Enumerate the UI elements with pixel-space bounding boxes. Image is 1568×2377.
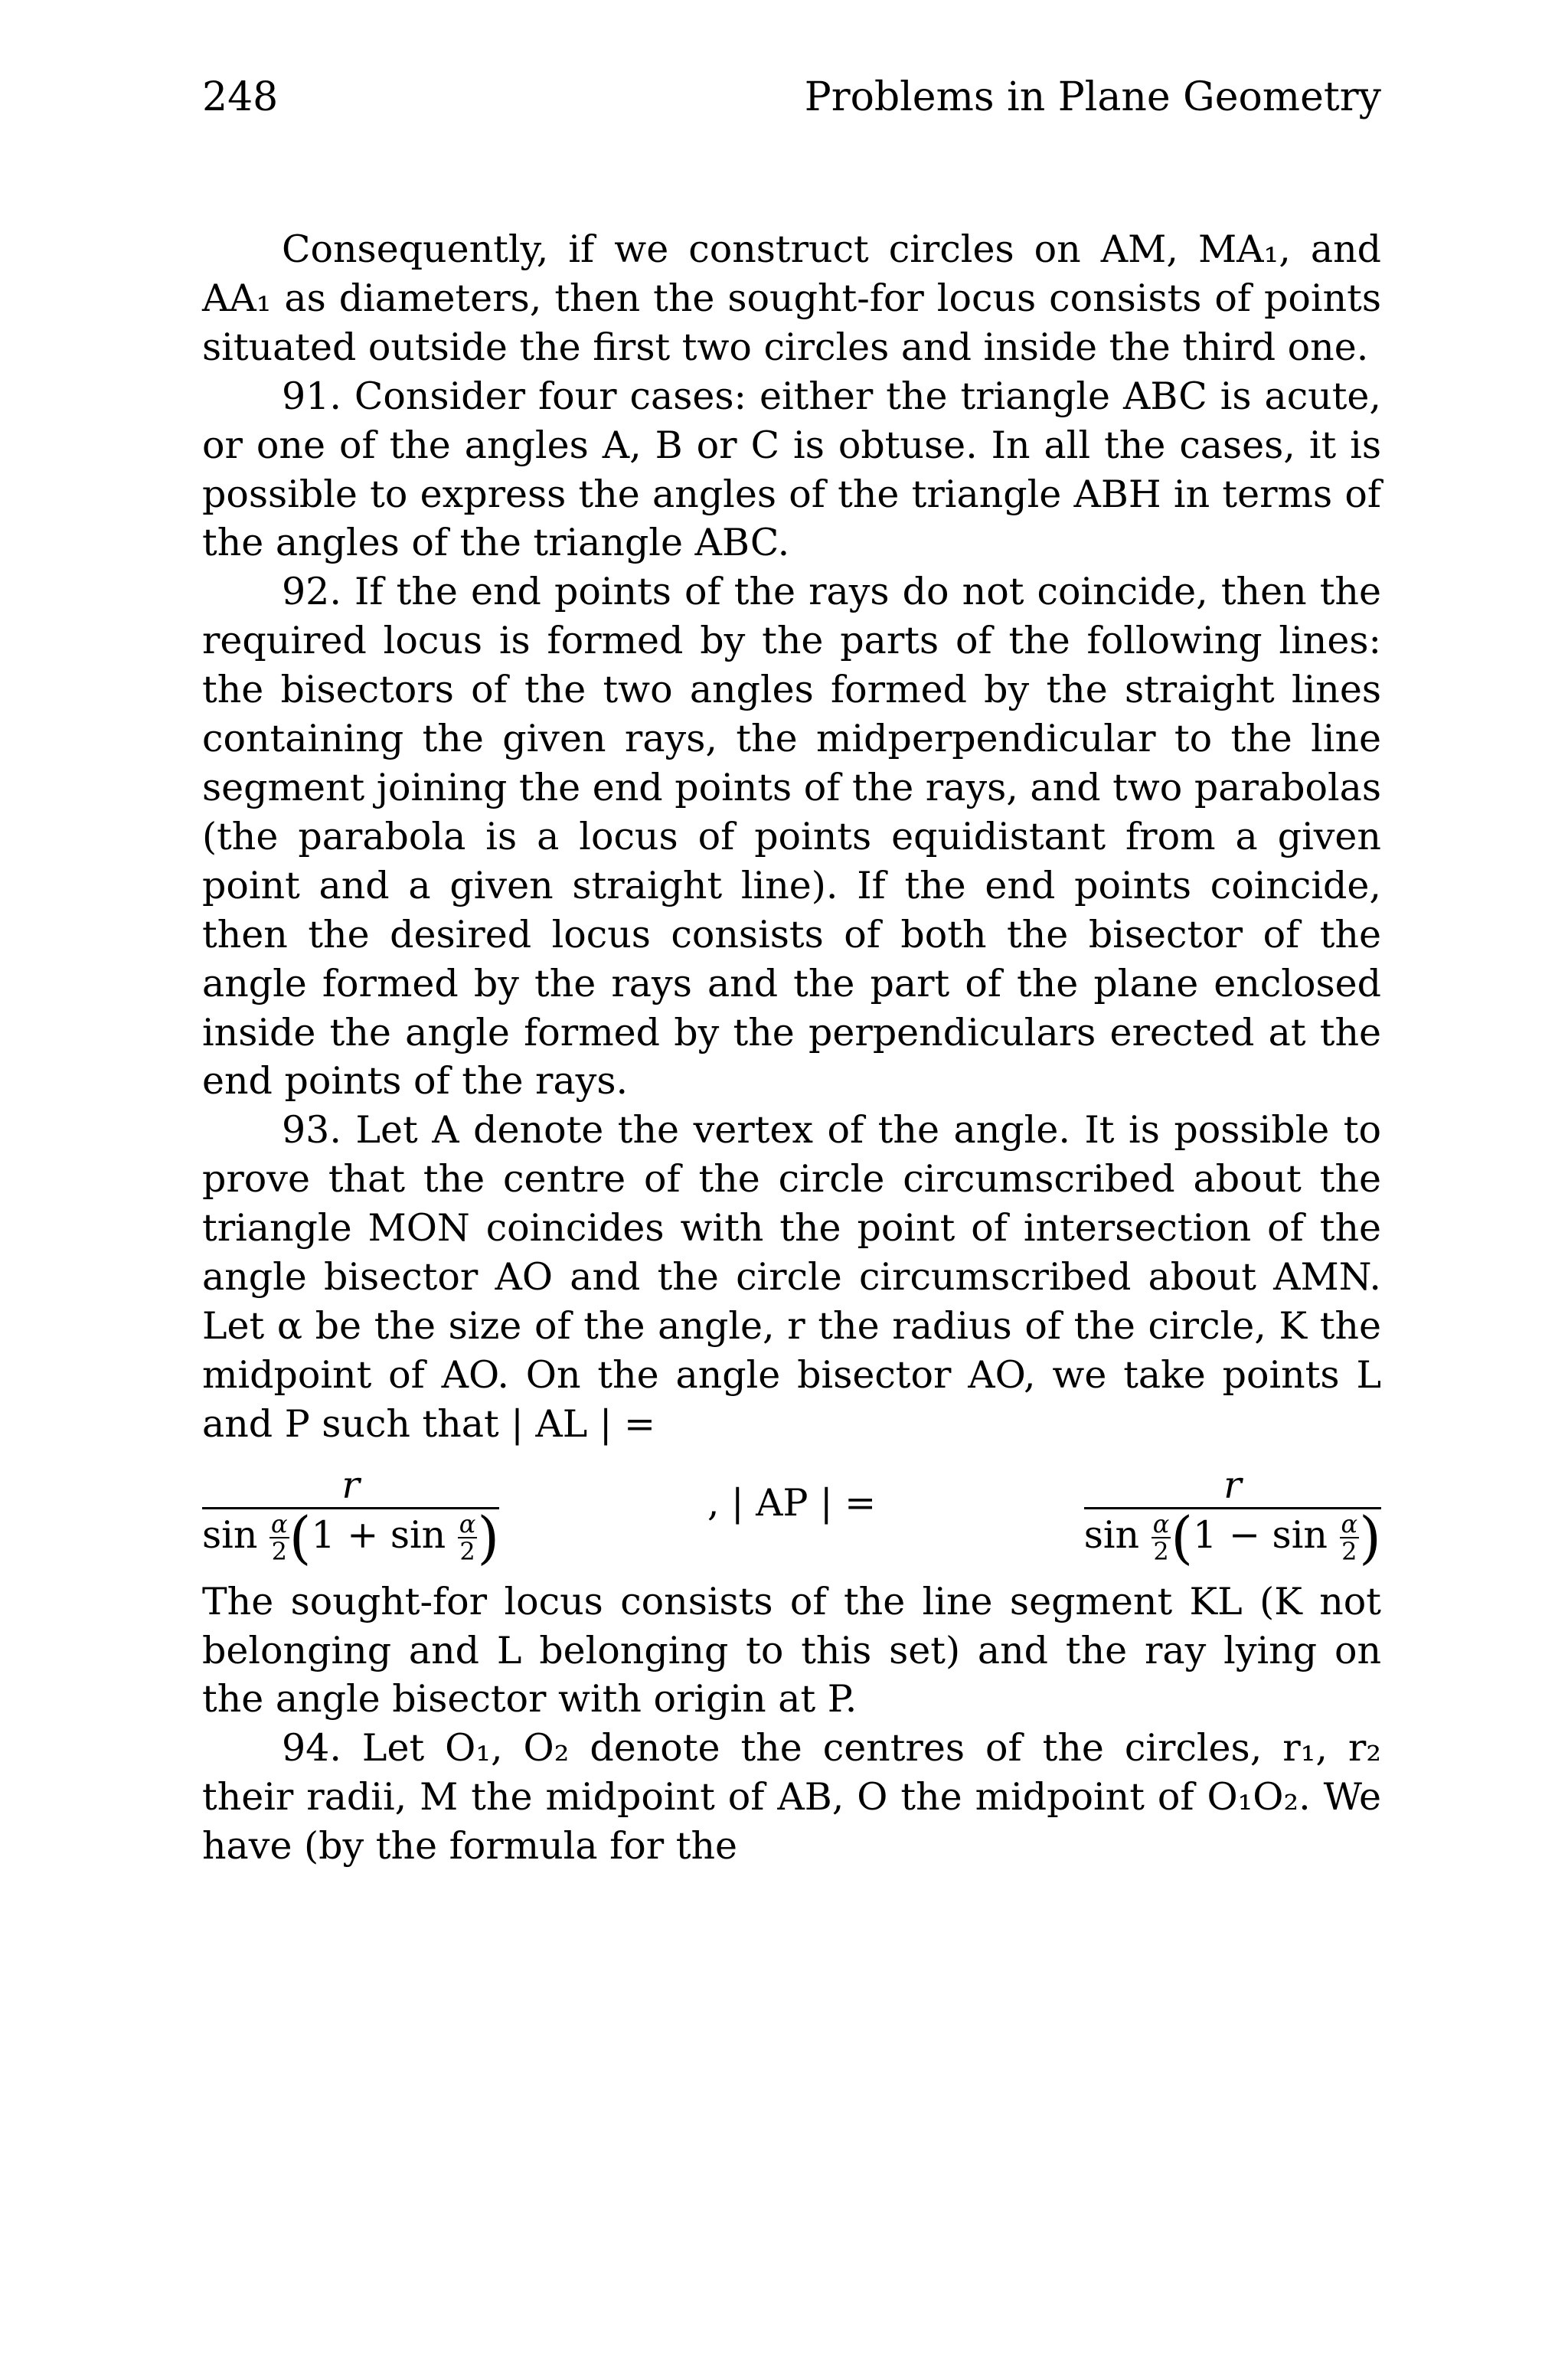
alpha-over-two: $\frac{\alpha}{2}$ (270, 1509, 288, 1567)
book-page (202, 74, 1381, 1871)
denominator-right: sin $\frac{\alpha}{2}$ (1 − sin $\frac{\alpha}{2}$ ) (1083, 1505, 1381, 1571)
formula-separator: , | AP | = (707, 1480, 877, 1525)
paragraph-sought-for-locus: The sought-for locus consists of the line segment KL (K not belonging and L belonging to this set) and the ray lying on the angle bisector with origin at P. (202, 1579, 1381, 1721)
alpha-over-two: $\frac{\alpha}{2}$ (459, 1509, 476, 1567)
page-number: 248 (202, 74, 279, 120)
fraction-al (202, 1463, 500, 1571)
paragraph-consequently: Consequently, if we construct circles on AM, MA₁, and AA₁ as diameters, then the sought-for locus consists of points situated outside the first two circles and inside the third one. (202, 227, 1381, 369)
numerator-r-left: r (341, 1463, 360, 1507)
paragraph-94: 94. Let O₁, O₂ denote the centres of the circles, r₁, r₂ their radii, M the midpoint of AB, O the midpoint of O₁O₂. We have (by the formula for the (202, 1726, 1381, 1869)
alpha-over-two: $\frac{\alpha}{2}$ (1152, 1509, 1170, 1567)
paragraph-91: 91. Consider four cases: either the triangle ABC is acute, or one of the angles A, B or C is obtuse. In all the cases, it is possible to express the angles of the triangle ABH in terms of the angles of the triangle ABC. (202, 374, 1381, 565)
running-title: Problems in Plane Geometry (804, 74, 1381, 120)
denominator-left: sin $\frac{\alpha}{2}$ (1 + sin $\frac{\alpha}{2}$ ) (202, 1505, 500, 1571)
paragraph-92: 92. If the end points of the rays do not coincide, then the required locus is formed by the parts of the following lines: the bisectors of the two angles formed by the straight lines containing the given rays, the midperpendicular to the line segment joining the end points of the rays, and two parabolas (the parabola is a locus of points equidistant from a given point and a given straight line). If the end points coincide, then the desired locus consists of both the bisector of the angle formed by the rays and the part of the plane enclosed inside the angle formed by the perpendiculars erected at the end points of the rays. (202, 570, 1381, 1103)
fraction-ap (1083, 1463, 1381, 1571)
alpha-over-two: $\frac{\alpha}{2}$ (1341, 1509, 1358, 1567)
numerator-r-right: r (1223, 1463, 1242, 1507)
formula-al-ap (202, 1453, 1381, 1576)
running-header (202, 74, 1381, 141)
paragraph-93: 93. Let A denote the vertex of the angle. It is possible to prove that the centre of the circle circumscribed about the triangle MON coincides with the point of intersection of the angle bisector AO and the circle circumscribed about AMN. Let α be the size of the angle, r the radius of the circle, K the midpoint of AO. On the angle bisector AO, we take points L and P such that | AL | = (202, 1108, 1381, 1446)
